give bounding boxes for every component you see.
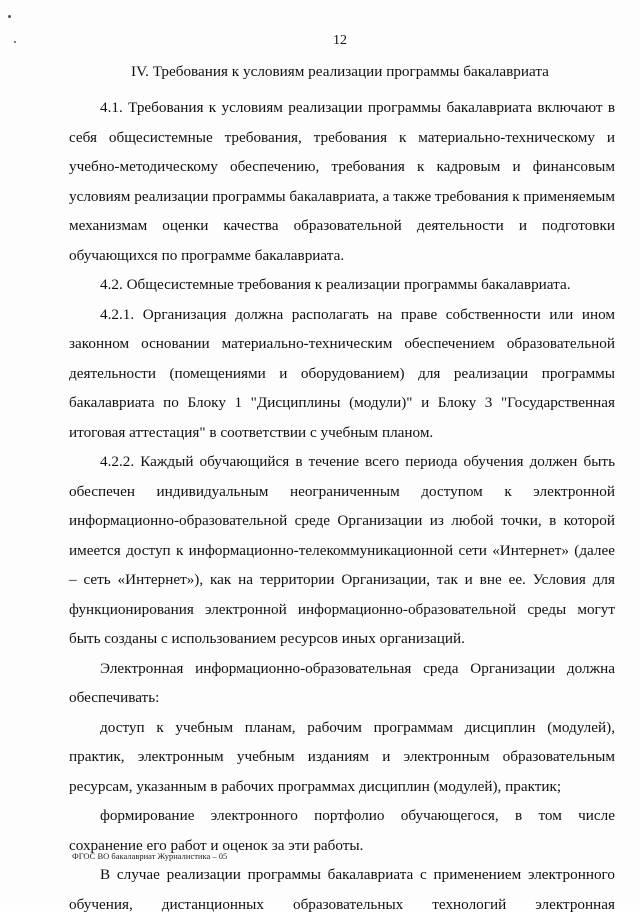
paragraph-eios-portfolio: формирование электронного портфолио обучающегося, в том числе сохранение его работ и оценок за эти работы. — [69, 807, 615, 854]
paragraph-4-2-2: 4.2.2. Каждый обучающийся в течение всего периода обучения должен быть обеспечен индивидуальным неограниченным доступом к электронной информационно-образовательной среде Организации из любой точки, в которой имеется доступ к информационно-телекоммуникационной сети «Интернет» (далее – сеть «Интернет»), как на территории Организации, так и вне ее. Условия для функционирования электронной информационно-образовательной среды могут быть созданы с использованием ресурсов иных организаций. — [69, 453, 615, 647]
paragraph-distance-learning: В случае реализации программы бакалавриата с применением электронного обучения, дистанционных образовательных технологий электронная — [69, 866, 615, 913]
section-title: IV. Требования к условиям реализации программы бакалавриата — [131, 63, 549, 80]
paragraph-eios-access: доступ к учебным планам, рабочим программам дисциплин (модулей), практик, электронным учебным изданиям и электронным образовательным ресурсам, указанным в рабочих программах дисциплин (модулей), практик; — [69, 718, 615, 795]
paragraph-4-2: 4.2. Общесистемные требования к реализации программы бакалавриата. — [100, 276, 571, 293]
paragraph-eios-intro: Электронная информационно-образовательная среда Организации должна обеспечивать: — [69, 659, 615, 706]
body-text — [69, 93, 615, 919]
footer-note: ФГОС ВО бакалавриат Журналистика – 05 — [72, 851, 228, 861]
scan-speck — [8, 15, 11, 18]
page-number: 12 — [333, 33, 347, 48]
paragraph-4-2-1: 4.2.1. Организация должна располагать на праве собственности или ином законном основании материально-техническим обеспечением образовательной деятельности (помещениями и оборудованием) для реализации программы бакалавриата по Блоку 1 "Дисциплины (модули)" и Блоку 3 "Государственная итоговая аттестация" в соответствии с учебным планом. — [69, 305, 615, 441]
paragraph-4-1: 4.1. Требования к условиям реализации программы бакалавриата включают в себя общесистемные требования, требования к материально-техническому и учебно-методическому обеспечению, требования к кадровым и финансовым условиям реализации программы бакалавриата, а также требования к применяемым механизмам оценки качества образовательной деятельности и подготовки обучающихся по программе бакалавриата. — [69, 99, 615, 264]
